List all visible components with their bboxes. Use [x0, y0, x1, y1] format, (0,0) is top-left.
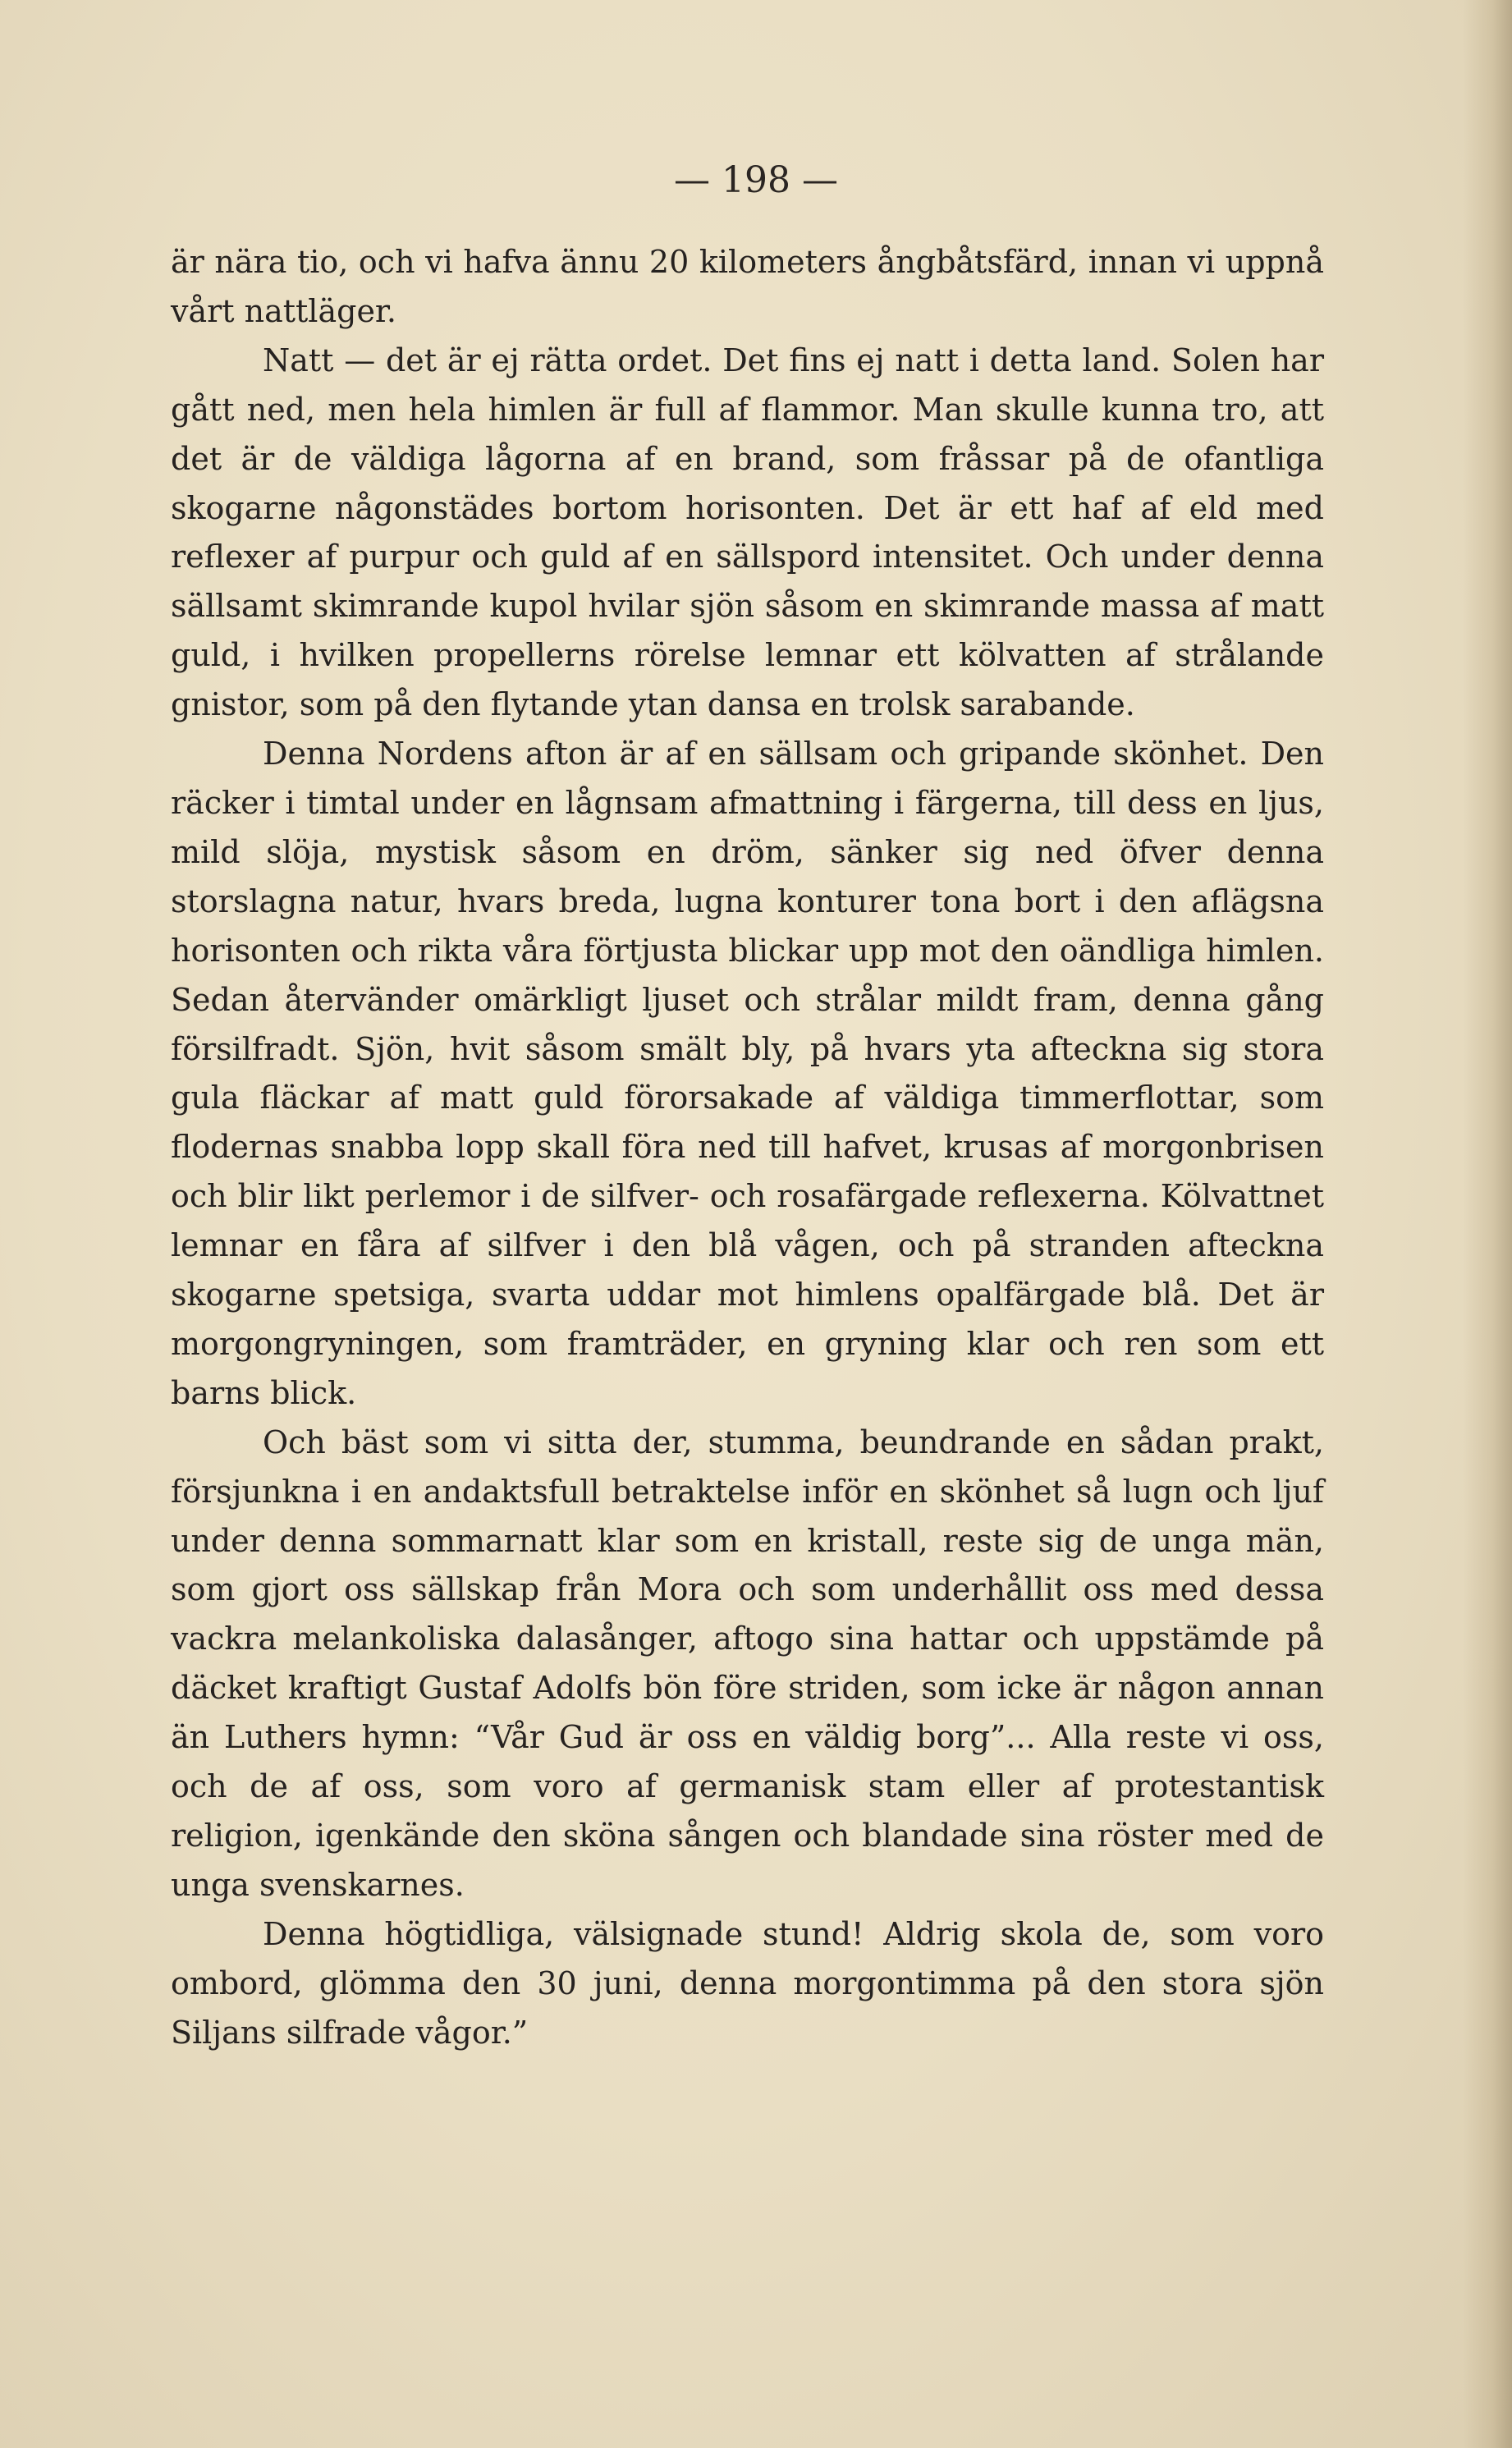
paragraph: Och bäst som vi sitta der, stumma, beundrande en sådan prakt, försjunkna i en andaktsfull betraktelse inför en skönhet så lugn och ljuf under denna sommarnatt klar som en kristall, reste sig de unga män, som gjort oss sällskap från Mora och som underhållit oss med dessa vackra melankoliska dalasånger, aftogo sina hattar och uppstämde på däcket kraftigt Gustaf Adolfs bön före striden, som icke är någon annan än Luthers hymn: “Vår Gud är oss en väldig borg”... Alla reste vi oss, och de af oss, som voro af germanisk stam eller af protestantisk religion, igenkände den sköna sången och blandade sina röster med de unga svenskarnes. — [171, 1423, 1324, 1903]
paragraph: Natt — det är ej rätta ordet. Det fins ej natt i detta land. Solen har gått ned, men hela himlen är full af flammor. Man skulle kunna tro, att det är de väldiga lågorna af en brand, som fråssar på de ofantliga skogarne någonstädes bortom horisonten. Det är ett haf af eld med reflexer af purpur och guld af en sällspord intensitet. Och under denna sällsamt skimrande kupol hvilar sjön såsom en skimrande massa af matt guld, i hvilken propellerns rörelse lemnar ett kölvatten af strålande gnistor, som på den flytande ytan dansa en trolsk sarabande. — [171, 342, 1324, 723]
paragraph: Denna högtidliga, välsignade stund! Aldrig skola de, som voro ombord, glömma den 30 juni, denna morgontimma på den stora sjön Siljans silfrade vågor.” — [171, 1915, 1324, 2051]
page-number: — 198 — — [674, 159, 838, 201]
body-text — [171, 238, 1324, 2058]
paragraph-continuation: är nära tio, och vi hafva ännu 20 kilometers ångbåtsfärd, innan vi uppnå vårt nattläger. — [171, 244, 1324, 329]
paragraph: Denna Nordens afton är af en sällsam och gripande skönhet. Den räcker i timtal under en lågnsam afmattning i färgerna, till dess en ljus, mild slöja, mystisk såsom en dröm, sänker sig ned öfver denna storslagna natur, hvars breda, lugna konturer tona bort i den aflägsna horisonten och rikta våra förtjusta blickar upp mot den oändliga himlen. Sedan återvänder omärkligt ljuset och strålar mildt fram, denna gång försilfradt. Sjön, hvit såsom smält bly, på hvars yta afteckna sig stora gula fläckar af matt guld förorsakade af väldiga timmerflottar, som flodernas snabba lopp skall föra ned till hafvet, krusas af morgonbrisen och blir likt perlemor i de silfver- och rosafärgade reflexerna. Kölvattnet lemnar en fåra af silfver i den blå vågen, och på stranden afteckna skogarne spetsiga, svarta uddar mot himlens opalfärgade blå. Det är morgongryningen, som framträder, en gryning klar och ren som ett barns blick. — [171, 736, 1324, 1411]
page-edge-shadow — [1463, 0, 1512, 2448]
